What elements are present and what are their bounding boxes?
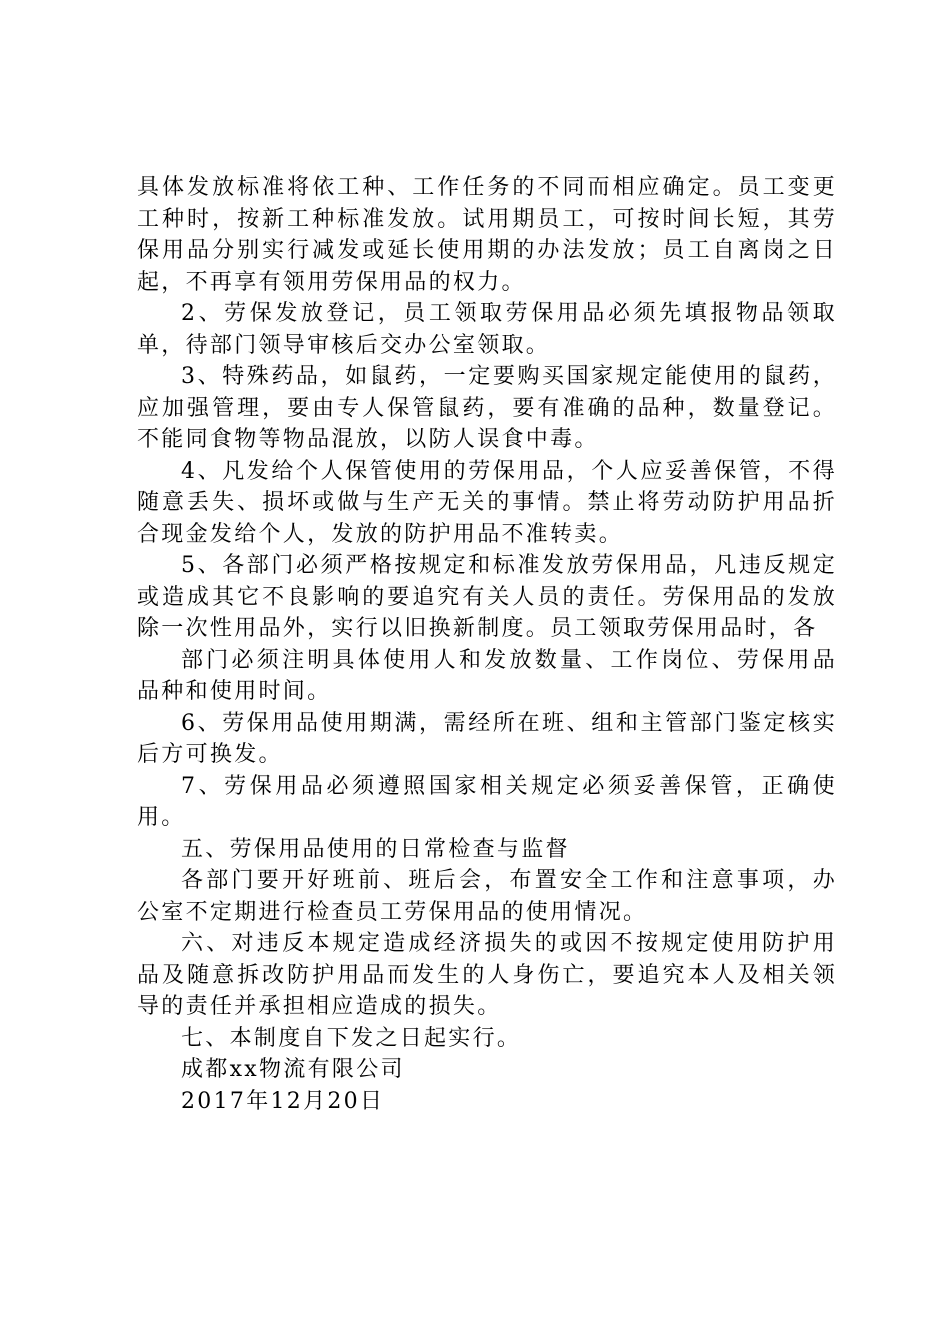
paragraph-issuance-standards: 具体发放标准将依工种、工作任务的不同而相应确定。员工变更工种时，按新工种标准发放。试用期员工，可按时间长短，其劳保用品分别实行减发或延长使用期的办法发放；员工自离岗之日起，不再享有领用劳保用品的权力。: [137, 175, 837, 295]
paragraph-item-4: 4、凡发给个人保管使用的劳保用品，个人应妥善保管，不得随意丢失、损坏或做与生产无关的事情。禁止将劳动防护用品折合现金发给个人，发放的防护用品不准转卖。: [137, 458, 837, 547]
issue-date: 2017年12月20日: [181, 1088, 385, 1114]
section-heading-5: 五、劳保用品使用的日常检查与监督: [181, 836, 570, 862]
company-signature: 成都xx物流有限公司: [181, 1057, 405, 1082]
paragraph-item-5-continued: 部门必须注明具体使用人和发放数量、工作岗位、劳保用品品种和使用时间。: [137, 647, 837, 704]
section-7: 七、本制度自下发之日起实行。: [181, 1025, 522, 1051]
paragraph-item-6: 6、劳保用品使用期满，需经所在班、组和主管部门鉴定核实后方可换发。: [137, 710, 837, 767]
document-body: [137, 172, 837, 1117]
paragraph-section-5: 各部门要开好班前、班后会，布置安全工作和注意事项，办公室不定期进行检查员工劳保用品的使用情况。: [137, 868, 837, 925]
section-6: 六、对违反本规定造成经济损失的或因不按规定使用防护用品及随意拆改防护用品而发生的人身伤亡，要追究本人及相关领导的责任并承担相应造成的损失。: [137, 931, 837, 1019]
paragraph-item-5: 5、各部门必须严格按规定和标准发放劳保用品，凡违反规定或造成其它不良影响的要追究有关人员的责任。劳保用品的发放除一次性用品外，实行以旧换新制度。员工领取劳保用品时，各: [137, 553, 837, 641]
paragraph-item-7: 7、劳保用品必须遵照国家相关规定必须妥善保管，正确使用。: [137, 773, 837, 830]
paragraph-item-3: 3、特殊药品，如鼠药，一定要购买国家规定能使用的鼠药，应加强管理，要由专人保管鼠药，要有准确的品种，数量登记。不能同食物等物品混放，以防人误食中毒。: [137, 364, 837, 452]
paragraph-item-2: 2、劳保发放登记，员工领取劳保用品必须先填报物品领取单，待部门领导审核后交办公室领取。: [137, 301, 837, 358]
